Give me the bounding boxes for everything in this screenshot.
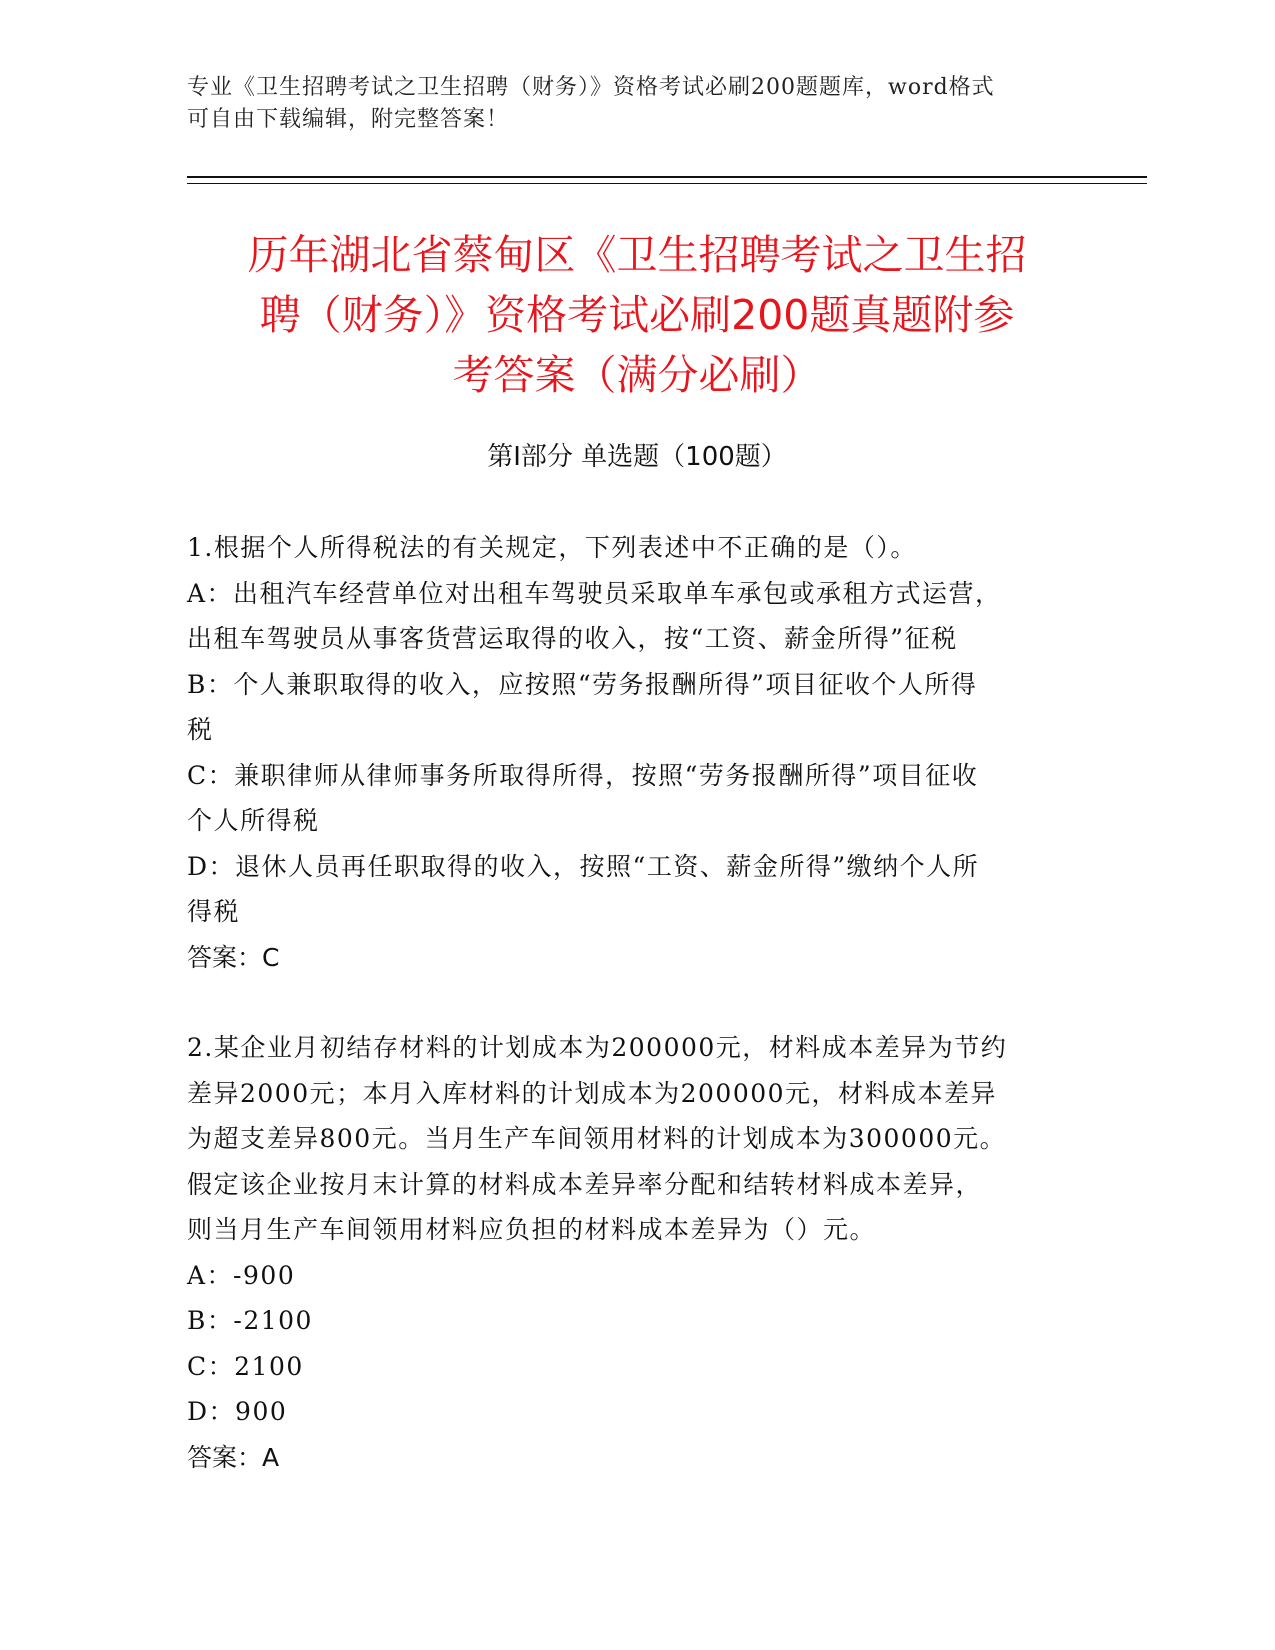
option-line: A：出租汽车经营单位对出租车驾驶员采取单车承包或承租方式运营， — [187, 578, 1002, 608]
option-line: A：-900 — [187, 1260, 296, 1290]
option-line: C：兼职律师从律师事务所取得所得，按照“劳务报酬所得”项目征收 — [187, 760, 979, 790]
question-2 — [187, 1025, 1067, 1480]
option-line: D：900 — [187, 1397, 288, 1426]
header-divider-thin — [187, 183, 1147, 184]
title-line: 聘（财务）》资格考试必刷200题真题附参 — [259, 291, 1015, 339]
answer-label: 答案：C — [187, 942, 280, 972]
header-note-line: 可自由下载编辑，附完整答案！ — [187, 107, 510, 132]
question-stem: 则当月生产车间领用材料应负担的材料成本差异为（）元。 — [187, 1215, 877, 1244]
header-divider-thick — [187, 176, 1147, 178]
question-stem: 差异2000元；本月入库材料的计划成本为200000元，材料成本差异 — [187, 1078, 998, 1108]
question-stem: 1.根据个人所得税法的有关规定，下列表述中不正确的是（）。 — [187, 533, 917, 562]
document-title — [187, 225, 1087, 405]
option-line: B：个人兼职取得的收入，应按照“劳务报酬所得”项目征收个人所得 — [187, 669, 978, 699]
option-line: 得税 — [187, 897, 241, 926]
answer-label: 答案：A — [187, 1442, 280, 1472]
option-line: 出租车驾驶员从事客货营运取得的收入，按“工资、薪金所得”征税 — [187, 624, 958, 653]
header-note — [187, 72, 1067, 136]
title-line: 考答案（满分必刷） — [452, 351, 822, 399]
option-line: 个人所得税 — [187, 806, 320, 835]
option-line: B：-2100 — [187, 1306, 313, 1335]
option-line: C：2100 — [187, 1351, 304, 1381]
question-stem: 假定该企业按月末计算的材料成本差异率分配和结转材料成本差异， — [187, 1169, 983, 1199]
question-1 — [187, 525, 1067, 980]
question-stem: 2.某企业月初结存材料的计划成本为200000元，材料成本差异为节约 — [187, 1033, 1008, 1062]
section-title: 第Ⅰ部分 单选题（100题） — [487, 442, 787, 472]
option-line: D：退休人员再任职取得的收入，按照“工资、薪金所得”缴纳个人所 — [187, 851, 980, 881]
question-stem: 为超支差异800元。当月生产车间领用材料的计划成本为300000元。 — [187, 1124, 1007, 1153]
header-note-line: 专业《卫生招聘考试之卫生招聘（财务）》资格考试必刷200题题库，word格式 — [187, 75, 995, 100]
option-line: 税 — [187, 715, 214, 744]
title-line: 历年湖北省蔡甸区《卫生招聘考试之卫生招 — [247, 231, 1027, 279]
